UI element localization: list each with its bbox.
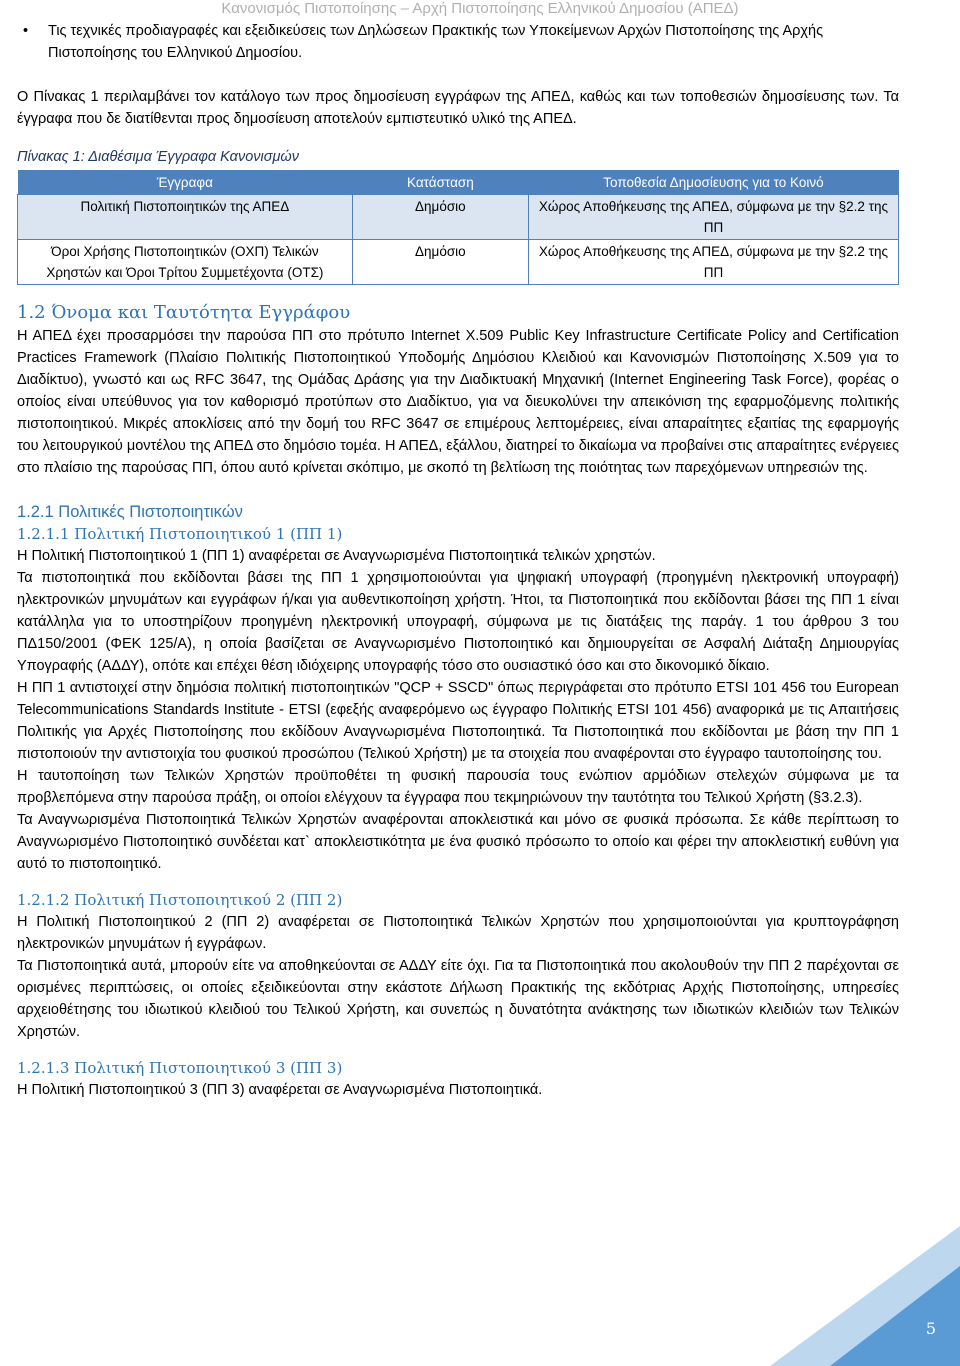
pp1-paragraph-4: Τα Αναγνωρισμένα Πιστοποιητικά Τελικών Χρηστών αναφέρονται αποκλειστικά και μόνο σε φυσικά πρόσωπα. Σε κάθε περίπτωση το Αναγνωρισμένο Πιστοποιητικό συνδέεται κατ` αποκλειστικότητα με ένα φυσικό πρόσωπο το οποίο και φέρει την αποκλειστική ευθύνη για αυτό το πιστοποιητικό. [17, 812, 899, 872]
intro-paragraph: Ο Πίνακας 1 περιλαμβάνει τον κατάλογο των προς δημοσίευση εγγράφων της ΑΠΕΔ, καθώς και των τοποθεσιών δημοσίευσης των. Τα έγγραφα που δε διατίθενται προς δημοσίευση αποτελούν εμπιστευτικό υλικό της ΑΠΕΔ. [17, 89, 899, 127]
running-header: Κανονισμός Πιστοποίησης – Αρχή Πιστοποίησης Ελληνικού Δημοσίου (ΑΠΕΔ) [221, 0, 739, 17]
table-cell: Πολιτική Πιστοποιητικών της ΑΠΕΔ [18, 195, 353, 240]
pp1-paragraph-1: Τα πιστοποιητικά που εκδίδονται βάσει της ΠΠ 1 χρησιμοποιούνται για ψηφιακή υπογραφή (προηγμένη ηλεκτρονική υπογραφή) ηλεκτρονικών μηνυμάτων και εγγράφων ή/και για αυθεντικοποίηση χρήστη. Ήτοι, τα Πιστοποιητικά που εκδίδονται βάσει της ΠΠ 1 είναι κατάλληλα για το υποστηρίζουν προηγμένη ηλεκτρονική υπογραφή, σύμφωνα με τις διατάξεις της παράγ. 1 του άρθρου 3 του ΠΔ150/2001 (ΦΕΚ 125/Α), η οποία βασίζεται σε Αναγνωρισμένο Πιστοποιητικό και δημιουργείται σε Ασφαλή Διάταξη Δημιουργίας Υπογραφής (ΑΔΔΥ), οπότε και επέχει θέση ιδιόχειρης υπογραφής τόσο στο ουσιαστικό όσο και στο δικονομικό δίκαιο. [17, 570, 899, 674]
column-header-location: Τοποθεσία Δημοσίευσης για το Κοινό [528, 170, 898, 195]
column-header-status: Κατάσταση [352, 170, 528, 195]
section-heading-1-2-1-3: 1.2.1.3 Πολιτική Πιστοποιητικού 3 (ΠΠ 3) [17, 1059, 343, 1077]
table-cell: Όροι Χρήσης Πιστοποιητικών (ΟΧΠ) Τελικών Χρηστών και Όροι Τρίτου Συμμετέχοντα (ΟΤΣ) [18, 240, 353, 285]
table-cell: Χώρος Αποθήκευσης της ΑΠΕΔ, σύμφωνα με την §2.2 της ΠΠ [528, 195, 898, 240]
section-heading-1-2: 1.2 Όνομα και Ταυτότητα Εγγράφου [17, 302, 351, 323]
table-cell: Χώρος Αποθήκευσης της ΑΠΕΔ, σύμφωνα με την §2.2 της ΠΠ [528, 240, 898, 285]
pp1-lead: Η Πολιτική Πιστοποιητικού 1 (ΠΠ 1) αναφέρεται σε Αναγνωρισμένα Πιστοποιητικά τελικών χρηστών. [17, 548, 656, 564]
pp2-paragraph-1: Τα Πιστοποιητικά αυτά, μπορούν είτε να αποθηκεύονται σε ΑΔΔΥ είτε όχι. Για τα Πιστοποιητικά που ακολουθούν την ΠΠ 2 παρέχονται σε ορισμένες περιπτώσεις, οι οποίες εξειδικεύονται στην εκάστοτε Δήλωση Πρακτικής της εκδότριας Αρχής Πιστοποίησης, υπηρεσίες αρχειοθέτησης του ιδιωτικού κλειδιού του Τελικού Χρήστη, και συνεπώς η δυνατότητα ανάκτησης των ιδιωτικών κλειδιών των Τελικών Χρηστών. [17, 958, 899, 1040]
bullet-icon: • [23, 23, 29, 39]
bullet-item [17, 20, 899, 64]
table-row [18, 195, 899, 240]
page-corner-decoration [770, 1226, 960, 1366]
pp2-lead: Η Πολιτική Πιστοποιητικού 2 (ΠΠ 2) αναφέρεται σε Πιστοποιητικά Τελικών Χρηστών που χρησιμοποιούνται για κρυπτογράφηση ηλεκτρονικών μηνυμάτων ή εγγράφων. [17, 914, 899, 952]
page-number: 5 [925, 1319, 936, 1338]
table-cell: Δημόσιο [352, 240, 528, 285]
bullet-text: Τις τεχνικές προδιαγραφές και εξειδικεύσεις των Δηλώσεων Πρακτικής των Υποκείμενων Αρχών Πιστοποίησης της Αρχής Πιστοποίησης του Ελληνικού Δημοσίου. [48, 23, 824, 61]
column-header-documents: Έγγραφα [18, 170, 353, 195]
table-cell: Δημόσιο [352, 195, 528, 240]
section-1-2-text: Η ΑΠΕΔ έχει προσαρμόσει την παρούσα ΠΠ στο πρότυπο Internet X.509 Public Key Infrastructure Certificate Policy and Certification Practices Framework (Πλαίσιο Πολιτικής Πιστοποιητικού Υποδομής Δημόσιου Κλειδιού και Κανονισμών Πιστοποίησης X.509 για το Διαδίκτυο), γνωστό και ως RFC 3647, της Ομάδας Δράσης για την Διαδικτυακή Μηχανική (Internet Engineering Task Force), φορέας ο οποίος είναι υπεύθυνος για τον καθορισμό προτύπων στο Διαδίκτυο, για να διευκολύνει την απεικόνιση της εφαρμοζόμενης πολιτικής πιστοποιητικού. Μικρές αποκλίσεις από την δομή του RFC 3647 σε επιμέρους λεπτομέρειες, είναι απαραίτητες εξαιτίας της εφαρμογής του λειτουργικού μοντέλου της ΑΠΕΔ στο δημόσιο τομέα. Η ΑΠΕΔ, εξάλλου, διατηρεί το δικαίωμα να προβαίνει στις απαραίτητες ενέργειες στο πλαίσιο της παρούσας ΠΠ, όπου αυτό κρίνεται σκόπιμο, με σκοπό τη βελτίωση της ποιότητας των παρεχόμενων υπηρεσιών της. [17, 328, 899, 476]
section-heading-1-2-1-2: 1.2.1.2 Πολιτική Πιστοποιητικού 2 (ΠΠ 2) [17, 891, 343, 909]
documents-table [17, 170, 899, 285]
pp1-paragraph-3: Η ταυτοποίηση των Τελικών Χρηστών προϋποθέτει τη φυσική παρουσία τους ενώπιον αρμόδιων στελεχών σύμφωνα με τα προβλεπόμενα στην παρούσα πράξη, οι οποίοι ελέγχουν τα έγγραφα που τεκμηριώνουν την ταυτότητα του Τελικού Χρήστη (§3.2.3). [17, 768, 899, 806]
pp3-lead: Η Πολιτική Πιστοποιητικού 3 (ΠΠ 3) αναφέρεται σε Αναγνωρισμένα Πιστοποιητικά. [17, 1082, 543, 1098]
document-body [17, 20, 899, 1101]
section-heading-1-2-1: 1.2.1 Πολιτικές Πιστοποιητικών [17, 503, 243, 521]
table-row [18, 240, 899, 285]
pp1-paragraph-2: Η ΠΠ 1 αντιστοιχεί στην δημόσια πολιτική πιστοποιητικών "QCP + SSCD" όπως περιγράφεται στο πρότυπο ETSI 101 456 του European Telecommunications Standards Institute - ETSI (εφεξής αναφερόμενο ως έγγραφο Πολιτικής ETSI 101 456) αναφορικά με τις Απαιτήσεις Πολιτικής για Αρχές Πιστοποίησης που εκδίδουν Αναγνωρισμένα Πιστοποιητικά. Τα Πιστοποιητικά που εκδίδονται με βάση την ΠΠ 1 πιστοποιούν την αντιστοιχία του φυσικού προσώπου (Τελικού Χρήστη) με τα στοιχεία που αναφέρονται στο έγγραφο ταυτοποίησης του. [17, 680, 899, 762]
table-header-row [18, 170, 899, 195]
section-heading-1-2-1-1: 1.2.1.1 Πολιτική Πιστοποιητικού 1 (ΠΠ 1) [17, 525, 343, 543]
table-caption: Πίνακας 1: Διαθέσιμα Έγγραφα Κανονισμών [17, 149, 299, 165]
